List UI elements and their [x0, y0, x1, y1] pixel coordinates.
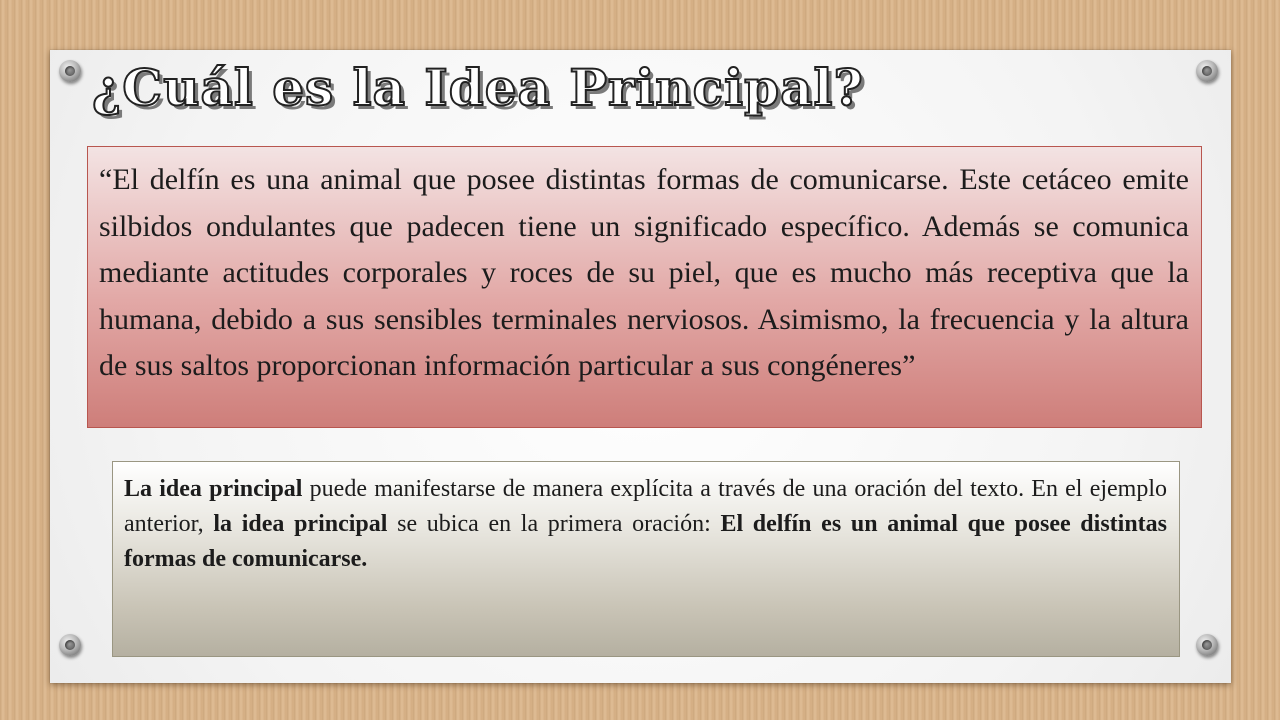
pushpin-icon: [1196, 60, 1218, 82]
explanation-fragment: se ubica en la primera oración:: [387, 511, 721, 537]
pushpin-icon: [59, 60, 81, 82]
pushpin-icon: [1196, 634, 1218, 656]
quote-box: [87, 146, 1202, 428]
explanation-text: [124, 472, 1167, 577]
key-term: La idea principal: [124, 476, 303, 502]
explanation-box: [112, 461, 1180, 657]
main-idea-sentence: El delfín es un animal que posee distintas formas de comunicarse.: [124, 511, 1167, 572]
pushpin-icon: [59, 634, 81, 656]
quote-text: “El delfín es una animal que posee distintas formas de comunicarse. Este cetáceo emite silbidos ondulantes que padecen tiene un significado específico. Además se comunica mediante actitudes corporales y roces de su piel, que es mucho más receptiva que la humana, debido a sus sensibles terminales nerviosos. Asimismo, la frecuencia y la altura de sus saltos proporcionan información particular a sus congéneres”: [99, 163, 1189, 382]
slide-title: ¿Cuál es la Idea Principal?: [92, 58, 864, 117]
key-term: la idea principal: [213, 511, 388, 537]
explanation-fragment: puede manifestarse de manera explícita a través de una oración del texto. En el ejemplo anterior,: [124, 476, 1167, 537]
